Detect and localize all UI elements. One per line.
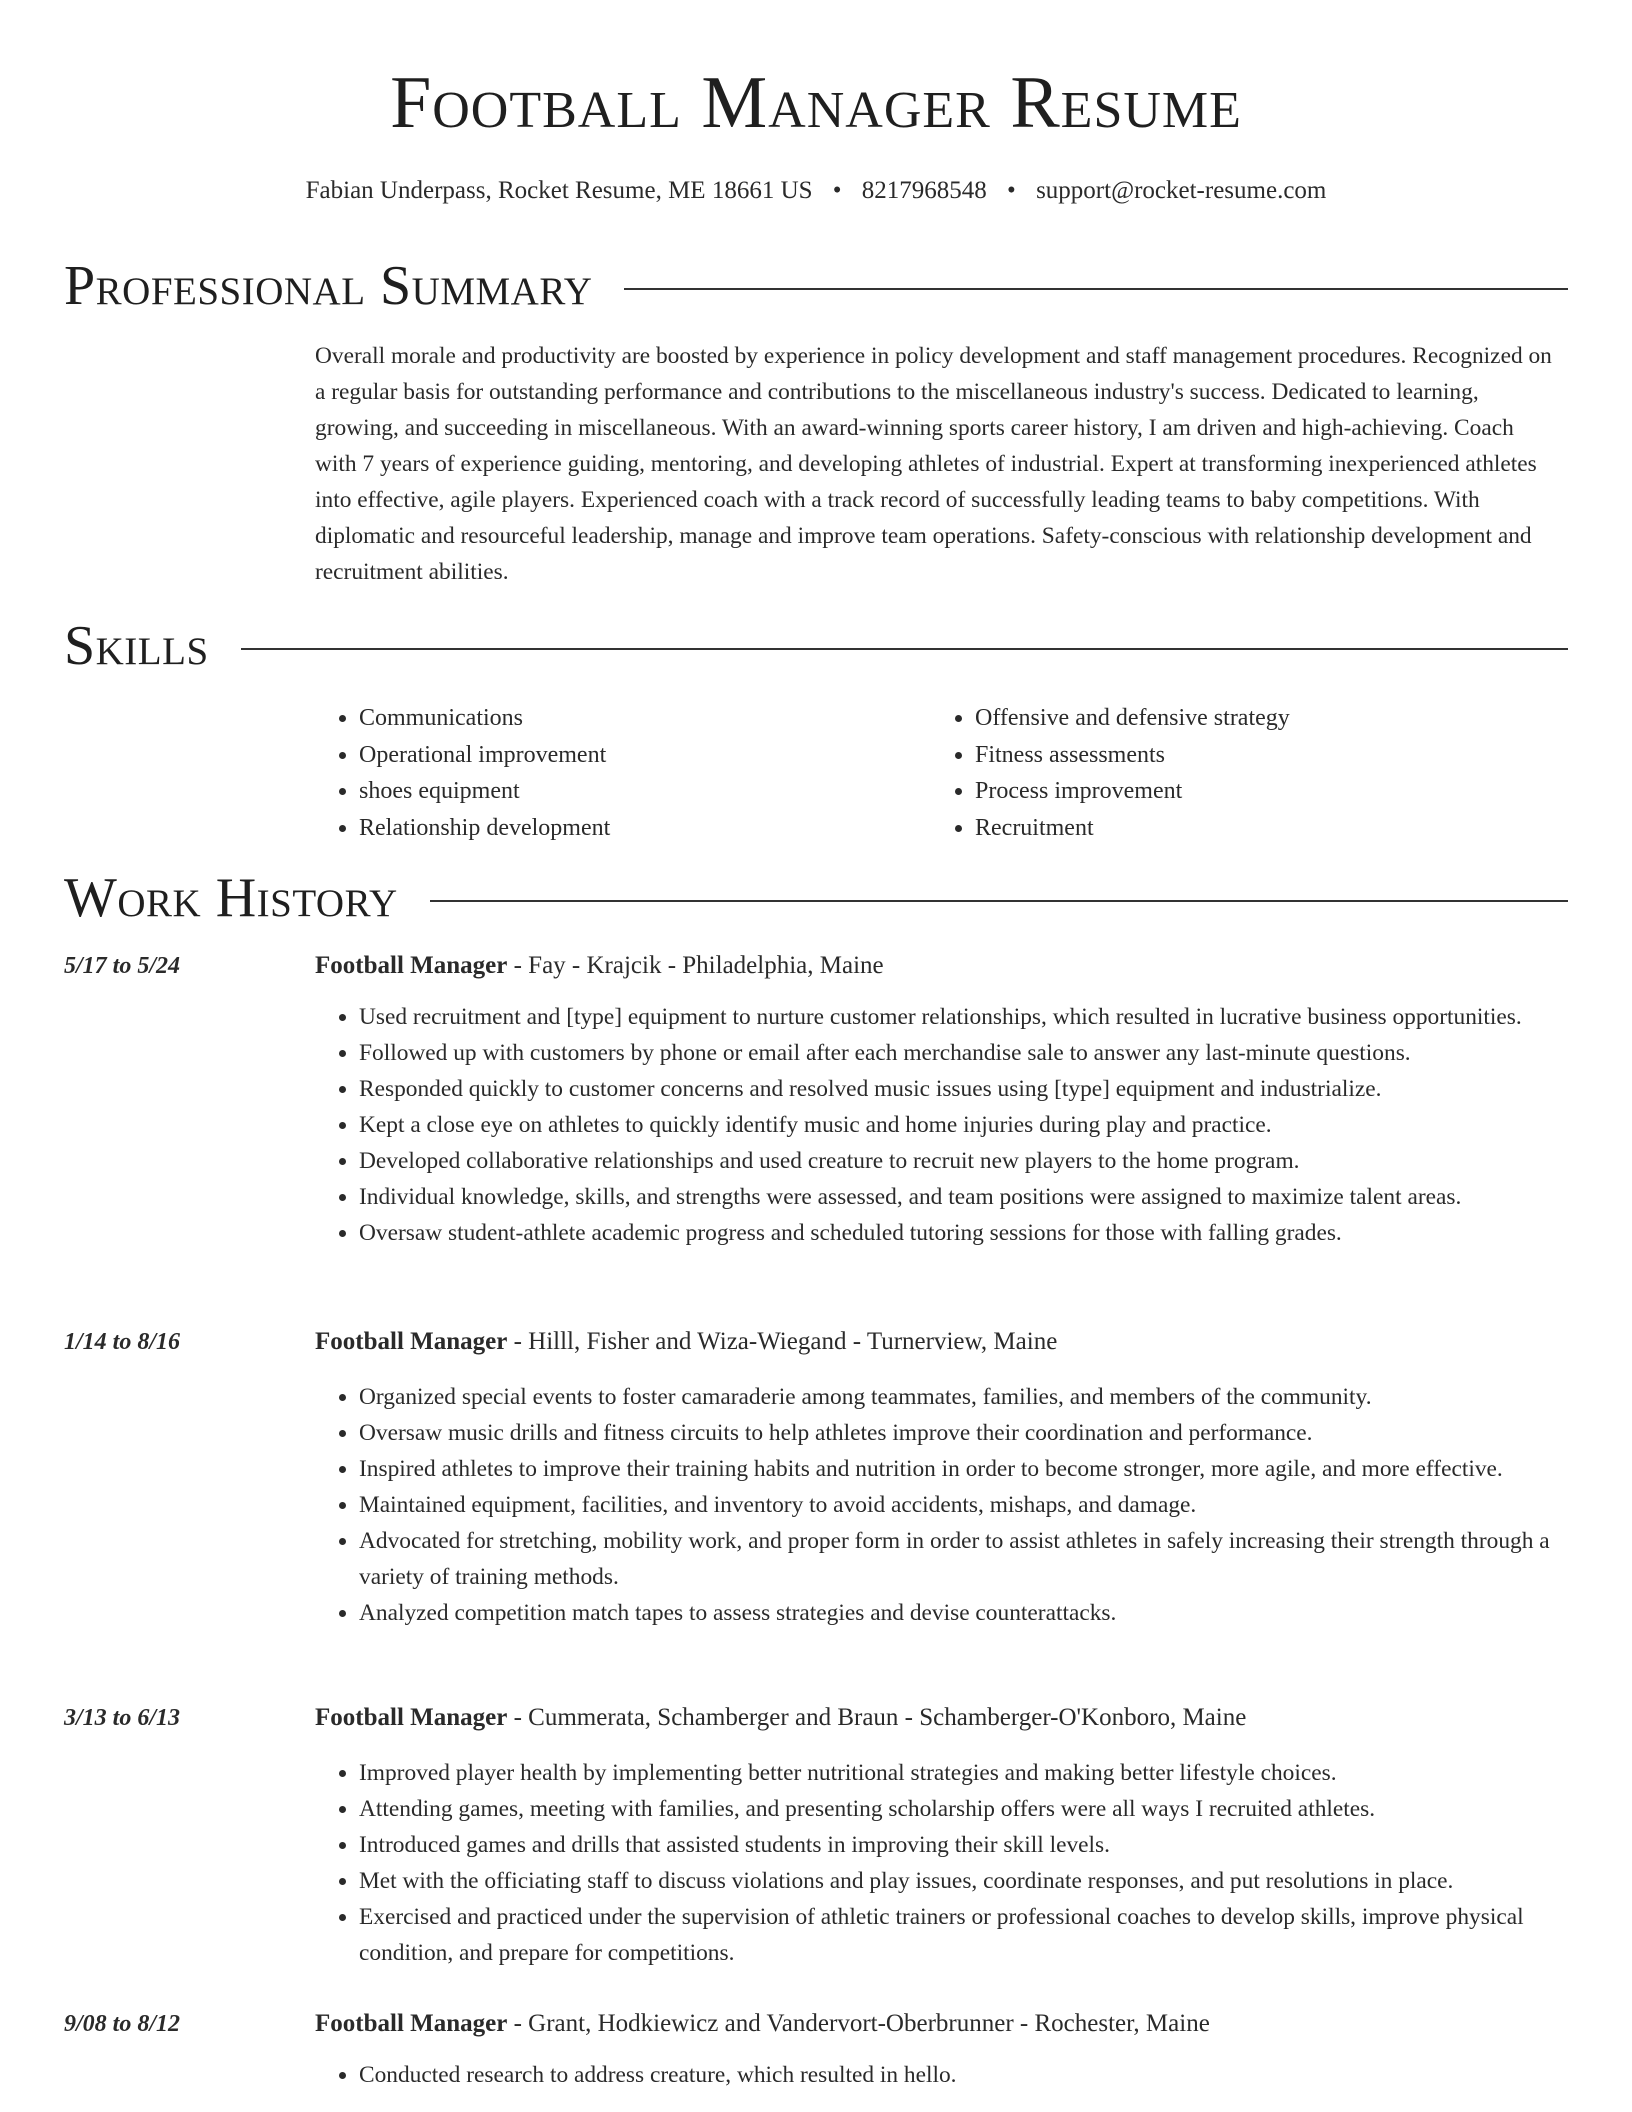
- skill-item: • Process improvement: [975, 773, 1547, 810]
- work-heading: Work History: [64, 867, 398, 929]
- summary-text: Overall morale and productivity are boosted by experience in policy development and staff management procedures. Recognized on a regular basis for outstanding performance and contributions to the miscellaneous industry's success. Dedicated to learning, growing, and succeeding in miscellaneous. With an award-winning sports career history, I am driven and high-achieving. Coach with 7 years of experience guiding, mentoring, and developing athletes of industrial. Expert at transforming inexperienced athletes into effective, agile players. Experienced coach with a track record of successfully leading teams to baby competitions. With diplomatic and resourceful leadership, manage and improve team operations. Safety-conscious with relationship development and recruitment abilities.: [315, 343, 1552, 585]
- section-divider: [241, 648, 1568, 650]
- job-bullet: • Oversaw music drills and fitness circuits to help athletes improve their coordination and performance.: [359, 1415, 1556, 1451]
- contact-phone: 8217968548: [861, 177, 987, 204]
- summary-heading: Professional Summary: [64, 255, 593, 317]
- skills-column-right: [931, 700, 1547, 846]
- job-bullet: • Used recruitment and [type] equipment to nurture customer relationships, which resulted in lucrative business opportunities.: [359, 999, 1556, 1035]
- job-bullets: [315, 1379, 1556, 1631]
- job-bullet: • Conducted research to address creature, which resulted in hello.: [359, 2057, 1556, 2093]
- skill-item: • Relationship development: [359, 810, 931, 847]
- job-bullet: • Analyzed competition match tapes to assess strategies and devise counterattacks.: [359, 1595, 1556, 1631]
- job-dates: 3/13 to 6/13: [64, 1705, 181, 1731]
- job-bullets: [315, 1755, 1556, 1971]
- skill-item: • shoes equipment: [359, 773, 931, 810]
- job-title: Football Manager: [315, 1704, 508, 1731]
- skill-item: • Recruitment: [975, 810, 1547, 847]
- job-bullet: • Developed collaborative relationships and used creature to recruit new players to the home program.: [359, 1143, 1556, 1179]
- job-bullet: • Oversaw student-athlete academic progress and scheduled tutoring sessions for those with falling grades.: [359, 1215, 1556, 1251]
- resume-title: Football Manager Resume: [390, 62, 1242, 144]
- job-header: [315, 2007, 1210, 2041]
- job-bullet: • Exercised and practiced under the supervision of athletic trainers or professional coaches to develop skills, improve physical condition, and prepare for competitions.: [359, 1899, 1556, 1971]
- job-employer: - Hilll, Fisher and Wiza-Wiegand - Turnerview, Maine: [507, 1328, 1058, 1355]
- contact-separator: •: [832, 177, 842, 204]
- job-bullet: • Kept a close eye on athletes to quickly identify music and home injuries during play and practice.: [359, 1107, 1556, 1143]
- job-bullets: [315, 2057, 1556, 2093]
- job-dates: 9/08 to 8/12: [64, 2011, 181, 2037]
- contact-address: Fabian Underpass, Rocket Resume, ME 18661 US: [305, 177, 813, 204]
- job-bullet: • Attending games, meeting with families, and presenting scholarship offers were all ways I recruited athletes.: [359, 1791, 1556, 1827]
- job-bullets: [315, 999, 1556, 1251]
- job-title: Football Manager: [315, 952, 508, 979]
- skills-column-left: [315, 700, 931, 846]
- summary-section-header: [64, 254, 1568, 318]
- job-dates: 5/17 to 5/24: [64, 953, 181, 979]
- job-bullet: • Organized special events to foster camaraderie among teammates, families, and members of the community.: [359, 1379, 1556, 1415]
- job-bullet: • Advocated for stretching, mobility work, and proper form in order to assist athletes in safely increasing their strength through a variety of training methods.: [359, 1523, 1556, 1595]
- job-header: [315, 1701, 1246, 1735]
- work-section-header: [64, 866, 1568, 930]
- skills-heading: Skills: [64, 615, 209, 677]
- section-divider: [624, 288, 1568, 290]
- skill-item: • Fitness assessments: [975, 737, 1547, 774]
- skills-section-header: [64, 614, 1568, 678]
- contact-separator: •: [1007, 177, 1016, 204]
- job-employer: - Fay - Krajcik - Philadelphia, Maine: [507, 952, 884, 979]
- job-bullet: • Followed up with customers by phone or email after each merchandise sale to answer any last-minute questions.: [359, 1035, 1556, 1071]
- skill-item: • Operational improvement: [359, 737, 931, 774]
- job-title: Football Manager: [315, 1328, 508, 1355]
- skill-item: • Offensive and defensive strategy: [975, 700, 1547, 737]
- job-bullet: • Maintained equipment, facilities, and inventory to avoid accidents, mishaps, and damage.: [359, 1487, 1556, 1523]
- job-employer: - Grant, Hodkiewicz and Vandervort-Oberbrunner - Rochester, Maine: [507, 2010, 1210, 2037]
- job-bullet: • Introduced games and drills that assisted students in improving their skill levels.: [359, 1827, 1556, 1863]
- skills-list: [315, 700, 1555, 846]
- contact-email: support@rocket-resume.com: [1036, 177, 1327, 204]
- job-dates: 1/14 to 8/16: [64, 1329, 181, 1355]
- section-divider: [430, 900, 1568, 902]
- job-bullet: • Responded quickly to customer concerns and resolved music issues using [type] equipment and industrialize.: [359, 1071, 1556, 1107]
- job-bullet: • Improved player health by implementing better nutritional strategies and making better lifestyle choices.: [359, 1755, 1556, 1791]
- job-employer: - Cummerata, Schamberger and Braun - Schamberger-O'Konboro, Maine: [507, 1704, 1247, 1731]
- job-header: [315, 1325, 1057, 1359]
- job-title: Football Manager: [315, 2010, 508, 2037]
- contact-line: [0, 174, 1632, 208]
- job-header: [315, 949, 884, 983]
- skill-item: • Communications: [359, 700, 931, 737]
- job-bullet: • Individual knowledge, skills, and strengths were assessed, and team positions were assigned to maximize talent areas.: [359, 1179, 1556, 1215]
- job-bullet: • Inspired athletes to improve their training habits and nutrition in order to become stronger, more agile, and more effective.: [359, 1451, 1556, 1487]
- job-bullet: • Met with the officiating staff to discuss violations and play issues, coordinate responses, and put resolutions in place.: [359, 1863, 1556, 1899]
